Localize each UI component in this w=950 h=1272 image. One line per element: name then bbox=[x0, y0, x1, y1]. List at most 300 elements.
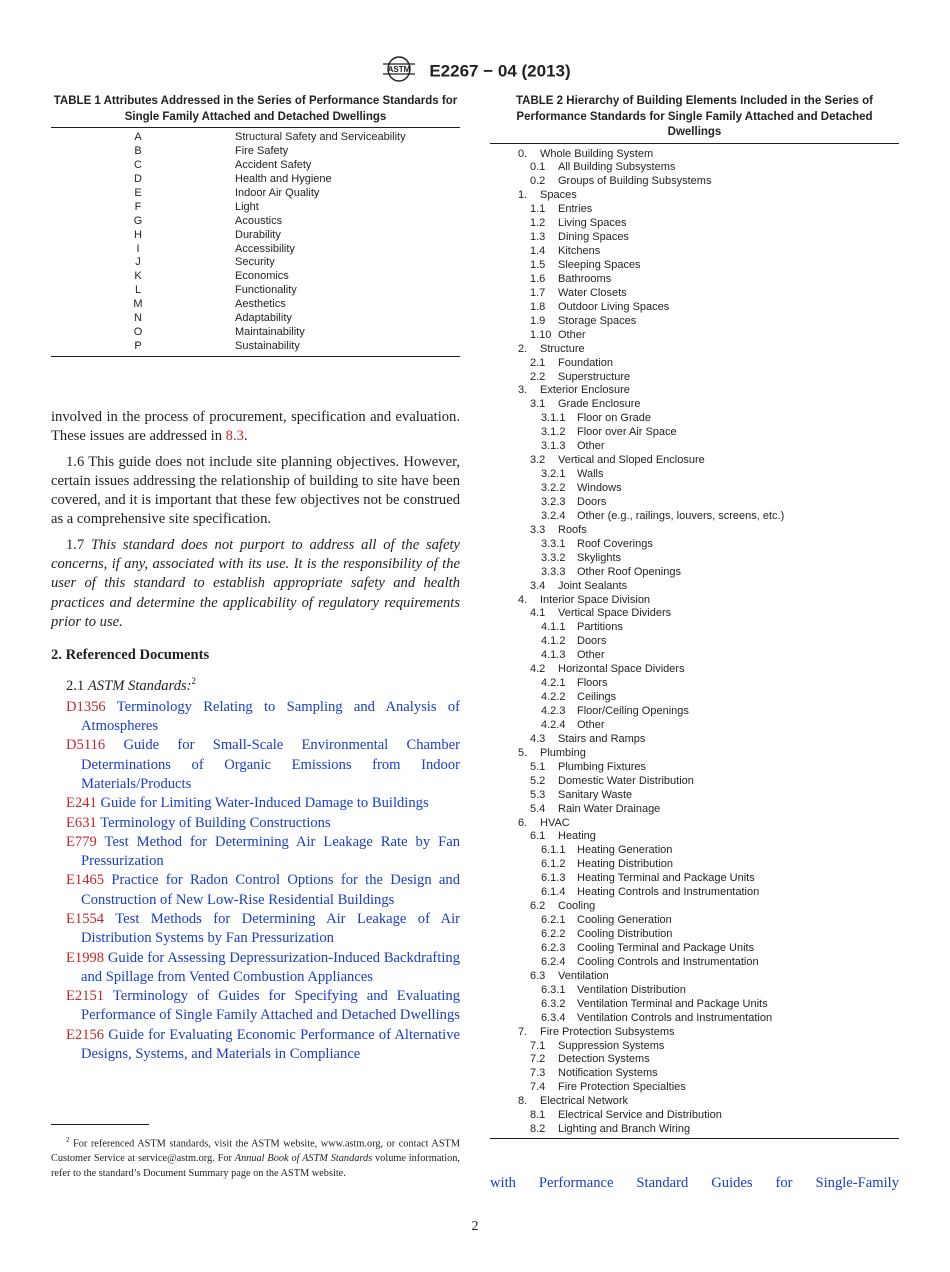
reference-id[interactable]: E1998 bbox=[66, 949, 105, 966]
logo-lettering: ASTM bbox=[388, 65, 411, 74]
element-label: Heating bbox=[558, 830, 596, 843]
element-number: 7.4 bbox=[530, 1081, 546, 1094]
table-row bbox=[490, 1095, 899, 1109]
element-number: 1.8 bbox=[530, 300, 546, 313]
element-label: Joint Sealants bbox=[558, 579, 628, 592]
element-label: Detection Systems bbox=[558, 1053, 650, 1066]
element-number: 5.3 bbox=[530, 788, 546, 801]
table-row bbox=[51, 270, 460, 284]
element-label: Horizontal Space Dividers bbox=[558, 663, 685, 676]
element-number: 3.3.2 bbox=[541, 551, 566, 564]
element-label: Ventilation Terminal and Package Units bbox=[577, 997, 768, 1010]
element-label: Ventilation Controls and Instrumentation bbox=[577, 1011, 773, 1024]
element-label: Walls bbox=[577, 468, 604, 481]
attribute-name: Acoustics bbox=[235, 214, 283, 227]
paragraph-continuation: involved in the process of procurement, specification and evaluation. These issues are addressed in 8.3. bbox=[51, 409, 460, 445]
element-number: 8. bbox=[518, 1095, 528, 1108]
reference-item[interactable] bbox=[51, 833, 460, 872]
element-label: Whole Building System bbox=[540, 147, 654, 160]
element-label: Vertical Space Dividers bbox=[558, 607, 672, 620]
attribute-name: Health and Hygiene bbox=[235, 172, 332, 185]
table-2-caption: TABLE 2 Hierarchy of Building Elements Included in the Series of Performance Standards for Single Family Attached and Detached Dwellings bbox=[516, 95, 873, 138]
element-number: 3.2.1 bbox=[541, 468, 566, 481]
element-label: Lighting and Branch Wiring bbox=[558, 1123, 691, 1136]
reference-title[interactable]: Test Method for Determining Air Leakage Rate by Fan Pressurization bbox=[81, 833, 461, 870]
element-number: 5.1 bbox=[530, 760, 546, 773]
attribute-name: Fire Safety bbox=[235, 144, 289, 157]
element-label: Fire Protection Subsystems bbox=[540, 1025, 675, 1038]
element-number: 3.2.3 bbox=[541, 495, 566, 508]
element-number: 6.3.4 bbox=[541, 1011, 566, 1024]
table-row bbox=[51, 215, 460, 229]
element-label: Structure bbox=[540, 342, 585, 355]
reference-title[interactable]: Test Methods for Determining Air Leakage of Air Distribution Systems by Fan Pressurization bbox=[81, 910, 460, 947]
table-row bbox=[490, 273, 899, 287]
element-number: 1.5 bbox=[530, 259, 546, 271]
reference-id[interactable]: E241 bbox=[66, 795, 97, 812]
table-row bbox=[490, 231, 899, 245]
attribute-name: Accessibility bbox=[235, 242, 295, 255]
body-text bbox=[51, 408, 460, 1064]
attribute-name: Accident Safety bbox=[235, 158, 312, 171]
element-label: Plumbing bbox=[540, 746, 586, 759]
table-row bbox=[490, 398, 899, 412]
reference-title[interactable]: Guide for Evaluating Economic Performance of Alternative Designs, Systems, and Materials in Compliance bbox=[81, 1026, 460, 1063]
table-row bbox=[51, 145, 460, 159]
table-row bbox=[490, 998, 899, 1012]
element-label: Cooling Terminal and Package Units bbox=[577, 941, 755, 954]
attribute-code: I bbox=[136, 242, 140, 255]
table-row bbox=[490, 371, 899, 385]
element-number: 1.7 bbox=[530, 286, 546, 299]
attribute-name: Adaptability bbox=[235, 312, 292, 325]
element-number: 3.3 bbox=[530, 523, 546, 536]
element-label: Bathrooms bbox=[558, 272, 612, 285]
table-row bbox=[490, 663, 899, 677]
element-number: 6.2.3 bbox=[541, 941, 566, 954]
attribute-code: O bbox=[133, 326, 143, 339]
table-row bbox=[51, 131, 460, 145]
reference-item[interactable] bbox=[51, 1026, 460, 1065]
element-label: Doors bbox=[577, 495, 607, 508]
table-row bbox=[490, 872, 899, 886]
reference-title[interactable]: Terminology of Guides for Specifying and Evaluating Performance of Single Family Attached and Detached Dwellings bbox=[81, 988, 460, 1024]
table-row bbox=[490, 858, 899, 872]
designation: E2267 − 04 (2013) bbox=[429, 61, 571, 81]
table-row bbox=[490, 259, 899, 273]
table-row bbox=[490, 719, 899, 733]
attribute-code: G bbox=[133, 214, 143, 227]
element-number: 2.1 bbox=[530, 356, 546, 369]
table-row bbox=[490, 454, 899, 468]
element-number: 4.1 bbox=[530, 607, 546, 620]
reference-list bbox=[51, 698, 460, 1065]
element-number: 1.6 bbox=[530, 272, 546, 285]
table-row bbox=[490, 649, 899, 663]
reference-continuation[interactable]: with Performance Standard Guides for Single-Family bbox=[490, 1175, 899, 1191]
element-label: Floors bbox=[577, 677, 608, 690]
element-number: 6. bbox=[518, 816, 528, 829]
table-row bbox=[51, 187, 460, 201]
table-row bbox=[490, 329, 899, 343]
element-number: 5. bbox=[518, 746, 528, 759]
table-1 bbox=[51, 94, 460, 357]
table-row bbox=[490, 1040, 899, 1054]
element-number: 6.1.2 bbox=[541, 858, 566, 871]
element-number: 5.2 bbox=[530, 774, 546, 787]
table-row bbox=[490, 928, 899, 942]
table-row bbox=[51, 201, 460, 215]
reference-id[interactable]: E779 bbox=[66, 833, 97, 850]
table-row bbox=[490, 148, 899, 162]
element-label: Floor on Grade bbox=[577, 412, 651, 425]
table-row bbox=[490, 580, 899, 594]
attribute-name: Security bbox=[235, 256, 275, 269]
element-label: Entries bbox=[558, 203, 593, 216]
element-number: 4.2 bbox=[530, 663, 546, 676]
element-number: 4.2.1 bbox=[541, 677, 566, 690]
element-label: Dining Spaces bbox=[558, 231, 629, 244]
reference-item[interactable] bbox=[51, 949, 460, 988]
reference-title[interactable]: Terminology of Building Constructions bbox=[100, 814, 331, 831]
table-row bbox=[490, 844, 899, 858]
element-number: 6.3.1 bbox=[541, 983, 566, 996]
element-label: Heating Controls and Instrumentation bbox=[577, 886, 760, 899]
element-number: 3.3.3 bbox=[541, 565, 566, 578]
element-number: 6.1 bbox=[530, 830, 546, 843]
table-row bbox=[51, 312, 460, 326]
table-row bbox=[490, 705, 899, 719]
element-label: Grade Enclosure bbox=[558, 398, 641, 411]
table-row bbox=[490, 830, 899, 844]
table-2-rows bbox=[490, 148, 899, 1138]
element-number: 3.2.2 bbox=[541, 482, 566, 494]
table-row bbox=[490, 426, 899, 440]
element-number: 0.2 bbox=[530, 175, 546, 188]
element-label: Spaces bbox=[540, 189, 577, 202]
table-row bbox=[51, 256, 460, 270]
element-number: 6.1.4 bbox=[541, 886, 566, 899]
table-row bbox=[490, 552, 899, 566]
element-number: 4.1.1 bbox=[541, 621, 566, 634]
element-label: Living Spaces bbox=[558, 217, 627, 230]
reference-item[interactable] bbox=[51, 794, 460, 813]
element-number: 1.1 bbox=[530, 203, 546, 216]
element-label: Vertical and Sloped Enclosure bbox=[558, 454, 705, 467]
attribute-name: Maintainability bbox=[235, 326, 305, 339]
element-label: Other bbox=[577, 718, 605, 731]
element-label: Ceilings bbox=[577, 691, 617, 704]
element-label: Electrical Service and Distribution bbox=[558, 1109, 722, 1122]
table-row bbox=[490, 315, 899, 329]
element-number: 4.1.2 bbox=[541, 635, 566, 648]
table-row bbox=[490, 956, 899, 970]
element-number: 6.3 bbox=[530, 969, 546, 982]
element-label: Cooling Distribution bbox=[577, 928, 673, 940]
table-row bbox=[51, 298, 460, 312]
table-row bbox=[490, 538, 899, 552]
table-row bbox=[490, 984, 899, 998]
table-1-caption: TABLE 1 Attributes Addressed in the Series of Performance Standards for Single Family Attached and Detached Dwellings bbox=[53, 95, 458, 123]
paragraph-1-7: 1.7 This standard does not purport to address all of the safety concerns, if any, associated with its use. It is the responsibility of the user of this standard to establish appropriate safety and health practices and determine the applicability of regulatory requirements prior to use. bbox=[51, 536, 460, 630]
table-row bbox=[490, 970, 899, 984]
section-heading-referenced-documents: 2. Referenced Documents bbox=[51, 647, 210, 664]
attribute-code: A bbox=[134, 131, 142, 143]
attribute-name: Economics bbox=[235, 270, 289, 283]
reference-title[interactable]: Practice for Radon Control Options for the Design and Construction of New Low-Rise Residential Buildings bbox=[81, 872, 461, 908]
table-row bbox=[490, 607, 899, 621]
element-label: Doors bbox=[577, 635, 607, 648]
element-number: 3.2 bbox=[530, 454, 546, 467]
element-label: Heating Generation bbox=[577, 844, 673, 857]
element-label: Other Roof Openings bbox=[577, 565, 681, 578]
element-number: 6.2.4 bbox=[541, 955, 566, 968]
attribute-name: Light bbox=[235, 200, 259, 213]
attribute-code: C bbox=[134, 158, 142, 171]
table-row bbox=[490, 175, 899, 189]
element-label: HVAC bbox=[540, 816, 570, 829]
element-label: Heating Distribution bbox=[577, 858, 673, 871]
reference-id[interactable]: E2151 bbox=[66, 988, 105, 1005]
table-row bbox=[51, 173, 460, 187]
table-row bbox=[51, 284, 460, 298]
table-row bbox=[51, 326, 460, 340]
table-row bbox=[490, 1081, 899, 1095]
page-number: 2 bbox=[471, 1219, 479, 1234]
element-number: 7.3 bbox=[530, 1067, 546, 1080]
attribute-code: L bbox=[134, 284, 142, 297]
table-row bbox=[490, 733, 899, 747]
table-row bbox=[490, 1053, 899, 1067]
table-row bbox=[490, 1067, 899, 1081]
element-number: 7. bbox=[518, 1025, 528, 1038]
element-label: Domestic Water Distribution bbox=[558, 774, 694, 787]
table-row bbox=[490, 510, 899, 524]
element-label: Skylights bbox=[577, 551, 622, 564]
element-label: Floor over Air Space bbox=[577, 426, 677, 439]
element-number: 2.2 bbox=[530, 370, 546, 383]
table-row bbox=[490, 482, 899, 496]
element-number: 1.3 bbox=[530, 231, 546, 244]
table-row bbox=[490, 343, 899, 357]
element-label: Other bbox=[558, 328, 586, 341]
paragraph-1-6: 1.6 This guide does not include site planning objectives. However, certain issues addressing the relationship of building to site have been covered, and it is important that these few objectives not be construed as a comprehensive site specification. bbox=[51, 453, 460, 528]
element-label: Outdoor Living Spaces bbox=[558, 300, 670, 313]
element-label: Heating Terminal and Package Units bbox=[577, 872, 755, 885]
reference-id[interactable]: D1356 bbox=[66, 698, 106, 715]
reference-title[interactable]: Guide for Limiting Water-Induced Damage to Buildings bbox=[100, 795, 429, 812]
attribute-name: Structural Safety and Serviceability bbox=[235, 131, 406, 143]
table-1-top-rule bbox=[51, 127, 460, 128]
table-row bbox=[490, 566, 899, 580]
element-label: Sanitary Waste bbox=[558, 788, 633, 801]
element-label: Plumbing Fixtures bbox=[558, 760, 647, 773]
element-number: 6.3.2 bbox=[541, 997, 566, 1010]
element-number: 6.2.2 bbox=[541, 928, 566, 940]
table-row bbox=[490, 789, 899, 803]
element-label: Other (e.g., railings, louvers, screens, etc.) bbox=[577, 509, 785, 522]
table-1-rows bbox=[51, 131, 460, 354]
table-row bbox=[490, 621, 899, 635]
reference-item[interactable] bbox=[51, 871, 460, 910]
element-label: Stairs and Ramps bbox=[558, 732, 646, 745]
table-row bbox=[490, 691, 899, 705]
table-row bbox=[490, 914, 899, 928]
attribute-name: Indoor Air Quality bbox=[235, 186, 320, 199]
attribute-code: H bbox=[134, 228, 142, 241]
element-number: 3.3.1 bbox=[541, 537, 566, 550]
table-row bbox=[490, 1012, 899, 1026]
element-label: Roof Coverings bbox=[577, 537, 653, 550]
table-row bbox=[490, 900, 899, 914]
table-row bbox=[51, 340, 460, 354]
element-label: Notification Systems bbox=[558, 1067, 658, 1080]
element-label: Water Closets bbox=[558, 286, 627, 299]
table-1-bottom-rule bbox=[51, 356, 460, 357]
reference-id[interactable]: E631 bbox=[66, 814, 97, 831]
attribute-code: M bbox=[133, 298, 143, 311]
table-row bbox=[490, 217, 899, 231]
table-row bbox=[490, 203, 899, 217]
reference-item[interactable] bbox=[51, 910, 460, 949]
element-label: Roofs bbox=[558, 523, 587, 536]
table-row bbox=[490, 635, 899, 649]
table-row bbox=[490, 942, 899, 956]
attribute-code: N bbox=[134, 312, 142, 325]
element-label: All Building Subsystems bbox=[558, 161, 676, 174]
element-number: 3. bbox=[518, 384, 528, 397]
table-row bbox=[490, 384, 899, 398]
attribute-name: Aesthetics bbox=[235, 298, 286, 311]
element-number: 3.2.4 bbox=[541, 509, 566, 522]
attribute-code: D bbox=[134, 172, 142, 185]
table-row bbox=[490, 817, 899, 831]
attribute-code: P bbox=[134, 340, 142, 353]
section-link-8-3[interactable]: 8.3 bbox=[225, 428, 244, 445]
element-number: 6.2.1 bbox=[541, 914, 566, 927]
element-number: 4. bbox=[518, 593, 528, 606]
reference-id[interactable]: E2156 bbox=[66, 1026, 105, 1043]
attribute-code: B bbox=[134, 144, 142, 157]
reference-id[interactable]: E1554 bbox=[66, 910, 105, 927]
element-label: Cooling Controls and Instrumentation bbox=[577, 955, 759, 968]
table-row bbox=[490, 287, 899, 301]
element-number: 5.4 bbox=[530, 802, 546, 815]
table-row bbox=[490, 761, 899, 775]
table-row bbox=[490, 1109, 899, 1123]
element-number: 3.1.3 bbox=[541, 440, 566, 453]
reference-item[interactable] bbox=[51, 814, 460, 833]
attribute-code: J bbox=[135, 256, 141, 269]
table-row bbox=[490, 1026, 899, 1040]
page-header bbox=[0, 56, 950, 87]
element-label: Suppression Systems bbox=[558, 1039, 665, 1052]
reference-id[interactable]: D5116 bbox=[66, 737, 106, 754]
attribute-code: K bbox=[134, 270, 142, 283]
element-number: 4.1.3 bbox=[541, 649, 566, 662]
reference-title[interactable]: Terminology Relating to Sampling and Analysis of Atmospheres bbox=[81, 698, 461, 735]
table-row bbox=[490, 357, 899, 371]
table-row bbox=[490, 775, 899, 789]
reference-item[interactable] bbox=[51, 698, 460, 737]
reference-title[interactable]: Guide for Small-Scale Environmental Chamber Determinations of Organic Emissions from Indoor Materials/Products bbox=[81, 737, 460, 792]
element-number: 0.1 bbox=[530, 161, 546, 174]
element-label: Cooling bbox=[558, 900, 596, 913]
element-number: 3.1.2 bbox=[541, 426, 566, 439]
element-label: Exterior Enclosure bbox=[540, 384, 630, 397]
element-label: Ventilation bbox=[558, 969, 609, 982]
table-row bbox=[490, 245, 899, 259]
reference-id[interactable]: E1465 bbox=[66, 872, 105, 889]
attribute-code: F bbox=[134, 200, 142, 213]
element-number: 1.4 bbox=[530, 245, 546, 258]
attribute-code: E bbox=[134, 186, 142, 199]
element-label: Kitchens bbox=[558, 245, 601, 258]
reference-item[interactable] bbox=[51, 736, 460, 794]
element-number: 4.2.3 bbox=[541, 705, 566, 717]
table-row bbox=[490, 496, 899, 510]
element-label: Storage Spaces bbox=[558, 314, 637, 327]
table-row bbox=[490, 677, 899, 691]
element-label: Interior Space Division bbox=[540, 593, 651, 606]
attribute-name: Durability bbox=[235, 228, 281, 241]
element-number: 4.2.2 bbox=[541, 691, 566, 704]
element-label: Ventilation Distribution bbox=[577, 983, 686, 996]
table-row bbox=[490, 1123, 899, 1137]
element-label: Sleeping Spaces bbox=[558, 259, 641, 271]
reference-item[interactable] bbox=[51, 987, 460, 1026]
table-row bbox=[490, 747, 899, 761]
footnote-rule bbox=[51, 1124, 149, 1125]
element-number: 6.1.3 bbox=[541, 872, 566, 885]
table-row bbox=[490, 886, 899, 900]
table-row bbox=[490, 468, 899, 482]
element-label: Rain Water Drainage bbox=[558, 802, 661, 815]
element-label: Other bbox=[577, 440, 605, 453]
reference-title[interactable]: Guide for Assessing Depressurization-Induced Backdrafting and Spillage from Vented Combustion Appliances bbox=[81, 949, 460, 985]
footnote: $^2$ For referenced ASTM standards, visit the ASTM website, www.astm.org, or contact ASTM Customer Service at service@astm.org. For Annual Book of ASTM Standards volume information, refer to the standard’s Document Summary page on the ASTM website. bbox=[51, 1136, 460, 1180]
table-row bbox=[490, 524, 899, 538]
element-label: Windows bbox=[577, 482, 622, 494]
element-label: Superstructure bbox=[558, 370, 631, 383]
element-number: 8.2 bbox=[530, 1123, 546, 1136]
element-number: 3.1 bbox=[530, 398, 546, 411]
element-label: Fire Protection Specialties bbox=[558, 1081, 686, 1094]
table-2-top-rule bbox=[490, 143, 899, 144]
table-2 bbox=[490, 94, 899, 1139]
table-row bbox=[490, 594, 899, 608]
element-label: Cooling Generation bbox=[577, 914, 672, 927]
element-label: Groups of Building Subsystems bbox=[558, 175, 712, 188]
element-label: Foundation bbox=[558, 356, 614, 369]
attribute-name: Functionality bbox=[235, 284, 297, 297]
element-number: 0. bbox=[518, 147, 528, 160]
element-number: 8.1 bbox=[530, 1109, 546, 1122]
table-row bbox=[490, 412, 899, 426]
table-2-bottom-rule bbox=[490, 1138, 899, 1139]
table-row bbox=[51, 229, 460, 243]
element-number: 4.3 bbox=[530, 732, 546, 745]
astm-logo bbox=[379, 56, 419, 87]
element-label: Other bbox=[577, 649, 605, 662]
subsection-2-1: 2.1 ASTM Standards:$^2$ bbox=[66, 675, 197, 694]
element-label: Floor/Ceiling Openings bbox=[577, 705, 689, 717]
table-row bbox=[51, 159, 460, 173]
element-number: 4.2.4 bbox=[541, 718, 566, 731]
element-number: 1.9 bbox=[530, 314, 546, 327]
element-number: 1.2 bbox=[530, 217, 546, 230]
element-number: 3.1.1 bbox=[541, 412, 566, 425]
